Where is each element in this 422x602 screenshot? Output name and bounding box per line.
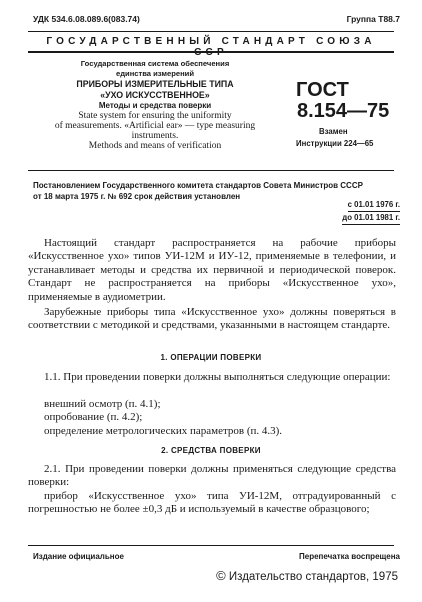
copyright-text: Издательство стандартов, 1975 xyxy=(228,571,398,583)
official-edition: Издание официальное xyxy=(33,552,124,561)
title-line-2: единства измерений xyxy=(115,69,195,78)
header-rule xyxy=(28,51,394,53)
validity-from: с 01.01 1976 г. xyxy=(348,199,400,212)
group-code: Группа Т88.7 xyxy=(346,14,400,24)
section-1-list xyxy=(28,398,396,438)
section-1-heading: 1. ОПЕРАЦИИ ПОВЕРКИ xyxy=(160,353,262,362)
section-2-heading: 2. СРЕДСТВА ПОВЕРКИ xyxy=(161,446,261,455)
validity-period xyxy=(342,199,400,225)
list-item: опробование (п. 4.2); xyxy=(44,411,143,424)
list-item: определение метрологических параметров (п. 4.3). xyxy=(44,424,283,437)
title-line-3: ПРИБОРЫ ИЗМЕРИТЕЛЬНЫЕ ТИПА xyxy=(76,79,234,89)
gost-number: 8.154—75 xyxy=(297,100,390,122)
title-line-5: Методы и средства поверки xyxy=(98,101,212,110)
section-2-paragraph-1: 2.1. При проведении поверки должны применяться следующие средства поверки: xyxy=(28,463,396,489)
decree-rule xyxy=(28,170,394,171)
decree-line-1: Постановлением Государственного комитета стандартов Совета Министров СССР xyxy=(33,181,363,190)
top-rule xyxy=(28,31,394,32)
english-title-1: State system for ensuring the uniformity xyxy=(78,111,232,121)
english-title-4: Methods and means of verification xyxy=(88,141,222,151)
state-standard-title: ГОСУДАРСТВЕННЫЙ СТАНДАРТ СОЮЗА xyxy=(46,36,376,47)
replaces-value: Инструкции 224—65 xyxy=(296,139,374,148)
title-line-4: «УХО ИСКУССТВЕННОЕ» xyxy=(100,90,210,100)
section-2-paragraph-2: прибор «Искусственное ухо» типа УИ-12М, отградуированный с погрешностью не более ±0,3 дБ и используемый в качестве образцового; xyxy=(28,490,396,516)
list-item: внешний осмотр (п. 4.1); xyxy=(44,398,161,410)
english-title-2: of measurements. «Artificial ear» — type measuring xyxy=(54,121,256,131)
gost-label: ГОСТ xyxy=(296,79,349,101)
intro-paragraph-1: Настоящий стандарт распространяется на рабочие приборы «Искусственное ухо» типов УИ-12М и ИУ-12, применяемые в телефонии, и устанавливает методы и средства их первичной и периодической поверок. Стандарт не распространяется на приборы «Искусственное ухо», применяемые в аудиометрии. xyxy=(28,237,396,303)
decree-line-2: от 18 марта 1975 г. № 692 срок действия установлен xyxy=(33,192,241,201)
title-block xyxy=(44,59,266,151)
english-title-3: instruments. xyxy=(131,131,179,141)
intro-paragraph-2: Зарубежные приборы типа «Искусственное ухо» должны поверяться в соответствии с методикой и средствами, указанными в настоящем стандарте. xyxy=(28,306,396,332)
validity-to: до 01.01 1981 г. xyxy=(342,212,400,225)
reprint-notice: Перепечатка воспрещена xyxy=(299,552,400,561)
copyright-icon: © xyxy=(216,568,226,583)
title-line-1: Государственная система обеспечения xyxy=(80,59,230,68)
udk-code: УДК 534.6.08.089.6(083.74) xyxy=(33,14,140,24)
replaces-label: Взамен xyxy=(319,127,348,136)
footer-rule xyxy=(28,545,394,546)
section-1-paragraph: 1.1. При проведении поверки должны выполняться следующие операции: xyxy=(44,371,391,383)
copyright-line xyxy=(216,568,398,583)
